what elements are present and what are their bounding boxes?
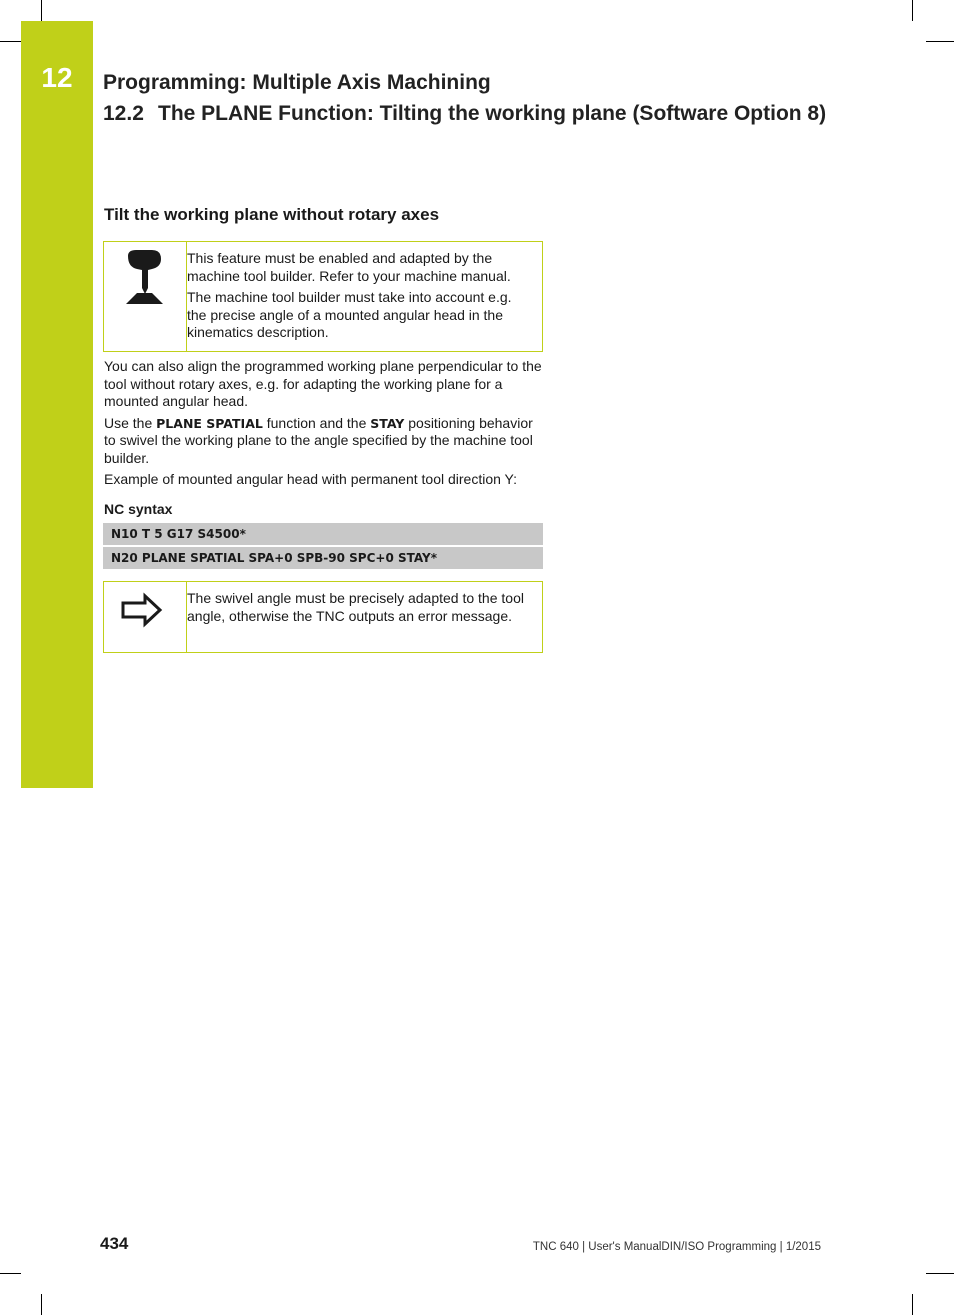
nc-syntax-label: NC syntax <box>104 501 173 517</box>
crop-mark <box>926 41 954 42</box>
section-title <box>103 102 826 126</box>
section-title-text: The PLANE Function: Tilting the working plane (Software Option 8) <box>158 102 827 125</box>
subheading: Tilt the working plane without rotary axes <box>104 205 440 224</box>
note-box-tip <box>103 581 543 653</box>
nc-line: N10 T 5 G17 S4500* <box>103 523 543 545</box>
footer-info: TNC 640 | User's ManualDIN/ISO Programming | 1/2015 <box>532 1241 821 1253</box>
crop-mark <box>41 0 42 21</box>
note-paragraph: The swivel angle must be precisely adapted to the tool angle, otherwise the TNC outputs an error message. <box>187 590 524 624</box>
crop-mark <box>0 41 21 42</box>
note-paragraph: The machine tool builder must take into account e.g. the precise angle of a mounted angular head in the kinematics description. <box>187 289 512 340</box>
arrow-right-icon <box>104 582 186 652</box>
note-divider <box>186 242 187 351</box>
keyword-stay: STAY <box>370 415 405 431</box>
note-divider <box>186 582 187 652</box>
crop-mark <box>0 1273 21 1274</box>
crop-mark <box>912 1294 913 1315</box>
crop-mark <box>41 1294 42 1315</box>
chapter-sidebar <box>21 21 93 788</box>
note-paragraph: This feature must be enabled and adapted by the machine tool builder. Refer to your machine manual. <box>187 250 511 284</box>
note-box-machine <box>103 241 543 352</box>
body-text <box>104 358 544 493</box>
body-paragraph <box>104 415 544 468</box>
section-number: 12.2 <box>103 102 144 125</box>
chapter-number: 12 <box>41 62 73 93</box>
nc-line: N20 PLANE SPATIAL SPA+0 SPB-90 SPC+0 STAY* <box>103 547 543 569</box>
crop-mark <box>912 0 913 21</box>
text-run: Use the <box>104 414 157 431</box>
page-number: 434 <box>100 1234 129 1253</box>
crop-mark <box>926 1273 954 1274</box>
keyword-plane-spatial: PLANE SPATIAL <box>156 415 263 431</box>
body-paragraph: Example of mounted angular head with permanent tool direction Y: <box>104 471 517 487</box>
body-paragraph: You can also align the programmed working plane perpendicular to the tool without rotary axes, e.g. for adapting the working plane for a mounted angular head. <box>104 358 542 409</box>
nc-code-block <box>103 523 543 571</box>
chapter-title: Programming: Multiple Axis Machining <box>103 71 491 94</box>
machine-tool-builder-icon <box>104 242 186 351</box>
text-run: positioning behavior to swivel the working plane to the angle specified by the machine tool builder. <box>104 414 533 466</box>
text-run: function and the <box>262 414 371 431</box>
